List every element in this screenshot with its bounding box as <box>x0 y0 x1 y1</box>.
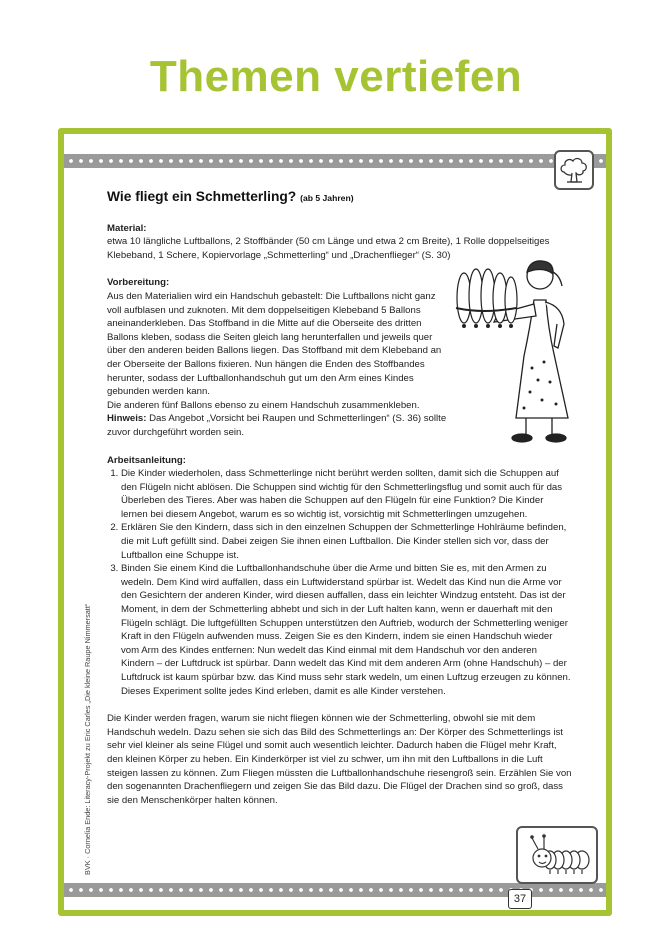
preparation-section <box>107 276 447 439</box>
article-title <box>107 190 572 206</box>
instruction-step: 1. Die Kinder wiederholen, dass Schmetterlinge nicht berührt werden sollten, damit sich die Schuppen auf den Flügeln nicht ablösen. Die Schuppen sind wichtig für den Schmetterlingsflug und somit auch für das Überleben des Tieres. Aber was haben die Schuppen auf den Flügeln für eine Funktion? Die Kinder lernen bei diesem Angebot, warum es so wichtig ist, vorsichtig mit Schmetterlingen umzugehen. <box>121 467 572 521</box>
side-credit: BVK · Cornelia Ende: Literacy-Projekt zu Eric Carles „Die kleine Raupe Nimmersatt“ <box>83 603 92 875</box>
page-headline: Themen vertiefen <box>149 52 523 101</box>
instructions-after: Dieses Experiment sollte jedes Kind erleben, damit es alle Kinder verstehen. <box>121 685 446 697</box>
preparation-heading: Vorbereitung: <box>107 277 170 289</box>
caterpillar-icon <box>516 826 598 884</box>
age-note: (ab 5 Jahren) <box>300 193 354 203</box>
tree-icon <box>554 150 594 190</box>
closing-section <box>107 712 572 807</box>
closing-text: Die Kinder werden fragen, warum sie nicht fliegen können wie der Schmetterling, obwohl sie mit dem Handschuh wedeln. Dazu sehen sie sich das Bild des Schmetterlings an: Der Körper des Schmetterlings ist sehr viel kleiner als seine Flügel und somit auch wesentlich leichter. Dadurch haben die Flügel mehr Kraft, den kleinen Körper zu heben. Ein Kinderkörper ist viel zu schwer, um ihn mit den Luftballons in die Luft steigen lassen zu können. Zum Fliegen müssten die Luftballonhandschuhe riesengroß sein. Erzählen Sie von den sogenannten Drachenfliegern und zeigen Sie das Bild dazu. Die Flügel der Drachen sind so groß, dass sie den Menschenkörper halten können. <box>107 713 572 806</box>
article-title-text: Wie fliegt ein Schmetterling? <box>107 189 297 204</box>
preparation-hint <box>107 412 447 439</box>
hint-text: Das Angebot „Vorsicht bei Raupen und Schmetterlingen“ (S. 36) sollte zuvor durchgeführt worden sein. <box>107 413 447 438</box>
material-heading: Material: <box>107 222 147 234</box>
instruction-steps <box>107 467 572 685</box>
instruction-step: 3. Binden Sie einem Kind die Luftballonhandschuhe über die Arme und bitten Sie es, mit den Armen zu wedeln. Dem Kind wird auffallen, dass ein Luftwiderstand spürbar ist. Wedelt das Kind nun die Arme vor den Gesichtern der anderen Kinder, wird diesen auffallen, dass ein leichter Windzug entsteht. Das ist der Moment, in dem der Schmetterling abhebt und sich in der Luft halten kann, wenn er dauerhaft mit den Flügeln schlägt. Die luftgefüllten Schuppen unterstützen den Auftrieb, wodurch der Schmetterling weniger Kraft in den Flügeln aufwenden muss. Zeigen Sie es den Kindern, indem sie einen Handschuh wieder vom Arm des Kindes entfernen: Nun wedelt das Kind einmal mit dem Handschuh vor den anderen Kindern – der Luftdruck ist spürbar. Dann wedelt das Kind mit dem anderen Arm (ohne Handschuh) – der Luftdruck ist kaum spürbar bzw. das Kind muss sehr stark wedeln, um einen Luftzug erzeugen zu können. <box>121 562 572 684</box>
preparation-text-2: Die anderen fünf Ballons ebenso zu einem Handschuh zusammenkleben. <box>107 399 420 411</box>
page-number: 37 <box>508 889 532 909</box>
material-text: etwa 10 längliche Luftballons, 2 Stoffbänder (50 cm Länge und etwa 2 cm Breite), 1 Rolle doppelseitiges Klebeband, 1 Schere, Kopiervorlage „Schmetterling“ und „Drachenflieger“ (S. 30) <box>107 236 550 261</box>
preparation-text: Aus den Materialien wird ein Handschuh gebastelt: Die Luftballons nicht ganz voll aufblasen und zuknoten. Mit dem doppelseitigen Klebeband 5 Ballons aneinanderkleben. Das Stoffband in die Mitte auf die Oberseite des dritten Ballons kleben, sodass die Seiten gleich lang herunterfallen und jeweils quer über den anderen beiden Ballons liegen. Das Stoffband mit dem Klebeband an der Oberseite der Ballons fixieren. Nun hängen die Enden des Stoffbandes herunter, sodass der Luftballonhandschuh gut um den Arm eines Kindes gebunden werden kann. <box>107 290 442 398</box>
instructions-heading: Arbeitsanleitung: <box>107 454 186 466</box>
instructions-section <box>107 454 572 699</box>
hint-label: Hinweis: <box>107 413 147 425</box>
instruction-step: 2. Erklären Sie den Kindern, dass sich in den einzelnen Schuppen der Schmetterlinge Hohlräume befinden, die mit Luft gefüllt sind. Dabei zeigen Sie ihnen einen Luftballon. Die Kinder stellen sich vor, dass der Luftballon eine Schuppe ist. <box>121 521 572 562</box>
material-section <box>107 222 572 263</box>
dotted-band-top <box>64 154 606 168</box>
article <box>107 190 572 821</box>
